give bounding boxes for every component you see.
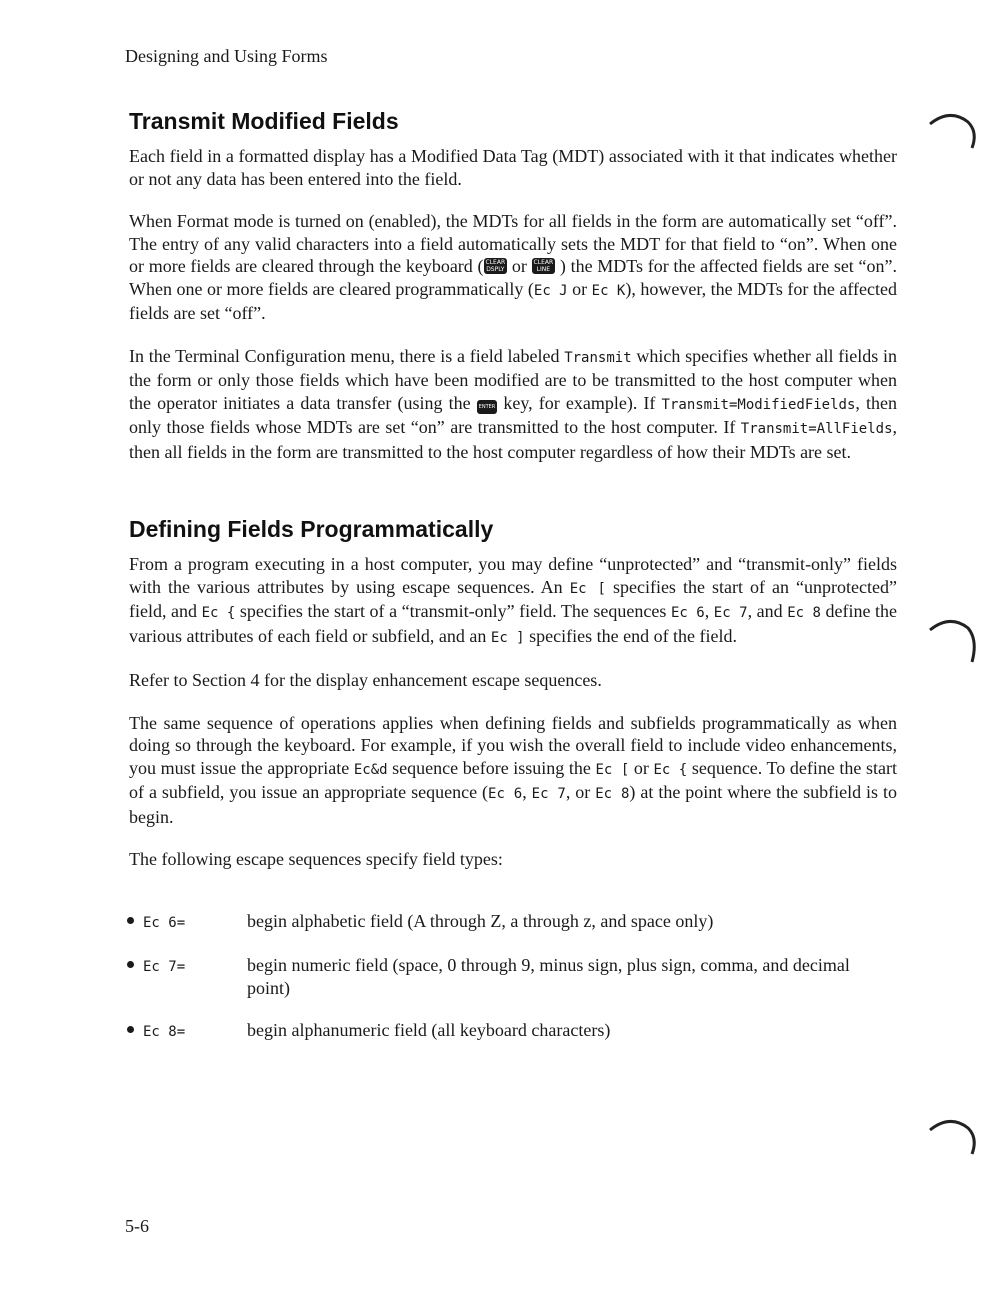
bullet-icon [127, 1026, 134, 1033]
code-transmit-all-fields: Transmit=AllFields [740, 421, 893, 437]
text: which specifies whether all fields in the form or only those fields which have been modified are to be transmitted to the host computer when the operator initiates a data transfer (using the [129, 345, 897, 413]
bullet-icon [127, 961, 134, 968]
code-ec-k: Ec K [591, 282, 626, 299]
text: When Format mode is turned on (enabled), the MDTs for all fields in the form are automatically set “off”. The entry of any valid characters into a field automatically sets the MDT for that field to “on”. When one or more fields are cleared through the keyboard ( [129, 211, 897, 276]
running-head: Designing and Using Forms [125, 46, 328, 66]
list-item-code: Ec 7= [143, 959, 186, 975]
bullet-icon [127, 917, 134, 924]
code-ec-7: Ec 7 [713, 605, 748, 621]
code-ec-j: Ec J [533, 282, 568, 299]
code-ec-8: Ec 8 [787, 605, 821, 621]
text: , or [565, 782, 596, 802]
text: , then only those fields whose MDTs are set “on” are transmitted to the host computer. If [129, 392, 897, 437]
text: or [507, 256, 532, 276]
text: , [522, 782, 532, 802]
key-label: CLEAR [533, 259, 554, 266]
code-ec-open-brace: Ec { [653, 761, 688, 778]
code-ec-open-bracket: Ec [ [569, 580, 606, 597]
text: , then all fields in the form are transmitted to the host computer regardless of how their MDTs are set. [129, 417, 897, 462]
text: specifies the start of a “transmit-only” field. The sequences [235, 601, 671, 621]
code-ec-open-bracket: Ec [ [595, 761, 630, 778]
text: The same sequence of operations applies when defining fields and subfields programmatically as when doing so through the keyboard. For example, if you wish the overall field to include video enhancements, you must issue the appropriate [129, 712, 897, 778]
text: specifies the end of the field. [524, 625, 738, 646]
text: sequence. To define the start of a subfield, you issue an appropriate sequence ( [129, 757, 897, 802]
paragraph-field-types-intro: The following escape sequences specify field types: [129, 849, 503, 869]
paragraph-same-sequence [129, 712, 897, 829]
bullet-term [127, 910, 247, 935]
list-item-code: Ec 6= [143, 915, 186, 931]
paragraph-terminal-configuration [129, 345, 897, 464]
paragraph-mdt-intro: Each field in a formatted display has a Modified Data Tag (MDT) associated with it that indicates whether or not any data has been entered into the field. [129, 146, 897, 189]
paragraph-format-mode [129, 210, 897, 325]
section-transmit-modified-fields [129, 108, 897, 483]
list-item-description: begin alphanumeric field (all keyboard characters) [247, 1020, 611, 1040]
clear-display-key-icon [484, 258, 508, 274]
paragraph-escape-sequences [129, 553, 897, 649]
code-ec-6: Ec 6 [670, 605, 705, 621]
binder-hole-mark-icon [928, 1116, 978, 1160]
code-ec-close-bracket: Ec ] [490, 629, 525, 646]
list-item-description: begin alphabetic field (A through Z, a through z, and space only) [247, 911, 714, 931]
bullet-term [127, 954, 247, 979]
text: , and [747, 601, 788, 621]
binder-hole-mark-icon [928, 616, 978, 666]
text: , [704, 601, 714, 621]
code-ec-amp-d: Ec&d [353, 761, 388, 778]
text: ) the MDTs for the affected fields are set “on”. When one or more fields are cleared programmatically ( [129, 256, 897, 299]
clear-line-key-icon [532, 258, 556, 274]
enter-key-icon: ENTER [477, 400, 498, 414]
code-transmit: Transmit [564, 349, 632, 366]
list-item-code: Ec 8= [143, 1024, 186, 1040]
code-ec-8: Ec 8 [595, 786, 630, 802]
code-transmit-modified-fields: Transmit=ModifiedFields [661, 396, 856, 413]
text: In the Terminal Configuration menu, there is a field labeled [129, 345, 565, 366]
text: define the various attributes of each field or subfield, and an [129, 601, 898, 646]
paragraph-refer-section-4: Refer to Section 4 for the display enhancement escape sequences. [129, 670, 602, 690]
key-label: CLEAR [485, 259, 506, 266]
text: ), however, the MDTs for the affected fields are set “off”. [129, 278, 898, 323]
text: ) at the point where the subfield is to begin. [129, 782, 897, 827]
key-label: DSPLY [486, 266, 505, 273]
text: specifies the start of an “unprotected” field, and [129, 576, 897, 621]
text: From a program executing in a host computer, you may define “unprotected” and “transmit-only” fields with the various attributes by using escape sequences. An [129, 554, 897, 597]
code-ec-7: Ec 7 [531, 786, 566, 802]
text: or [567, 278, 592, 299]
code-ec-open-brace: Ec { [201, 605, 236, 621]
list-item-description: begin numeric field (space, 0 through 9, minus sign, plus sign, comma, and decimal point) [247, 955, 850, 998]
section-title-defining-fields: Defining Fields Programmatically [129, 516, 494, 542]
text: sequence before issuing the [387, 757, 596, 778]
binder-hole-mark-icon [928, 110, 978, 154]
page-number: 5-6 [125, 1216, 149, 1236]
text: or [629, 757, 654, 778]
section-defining-fields-programmatically [129, 516, 897, 891]
code-ec-6: Ec 6 [488, 786, 523, 802]
key-label: LINE [536, 266, 551, 273]
text: key, for example). If [497, 392, 662, 413]
section-title-transmit-modified-fields: Transmit Modified Fields [129, 108, 399, 134]
bullet-term [127, 1019, 247, 1044]
